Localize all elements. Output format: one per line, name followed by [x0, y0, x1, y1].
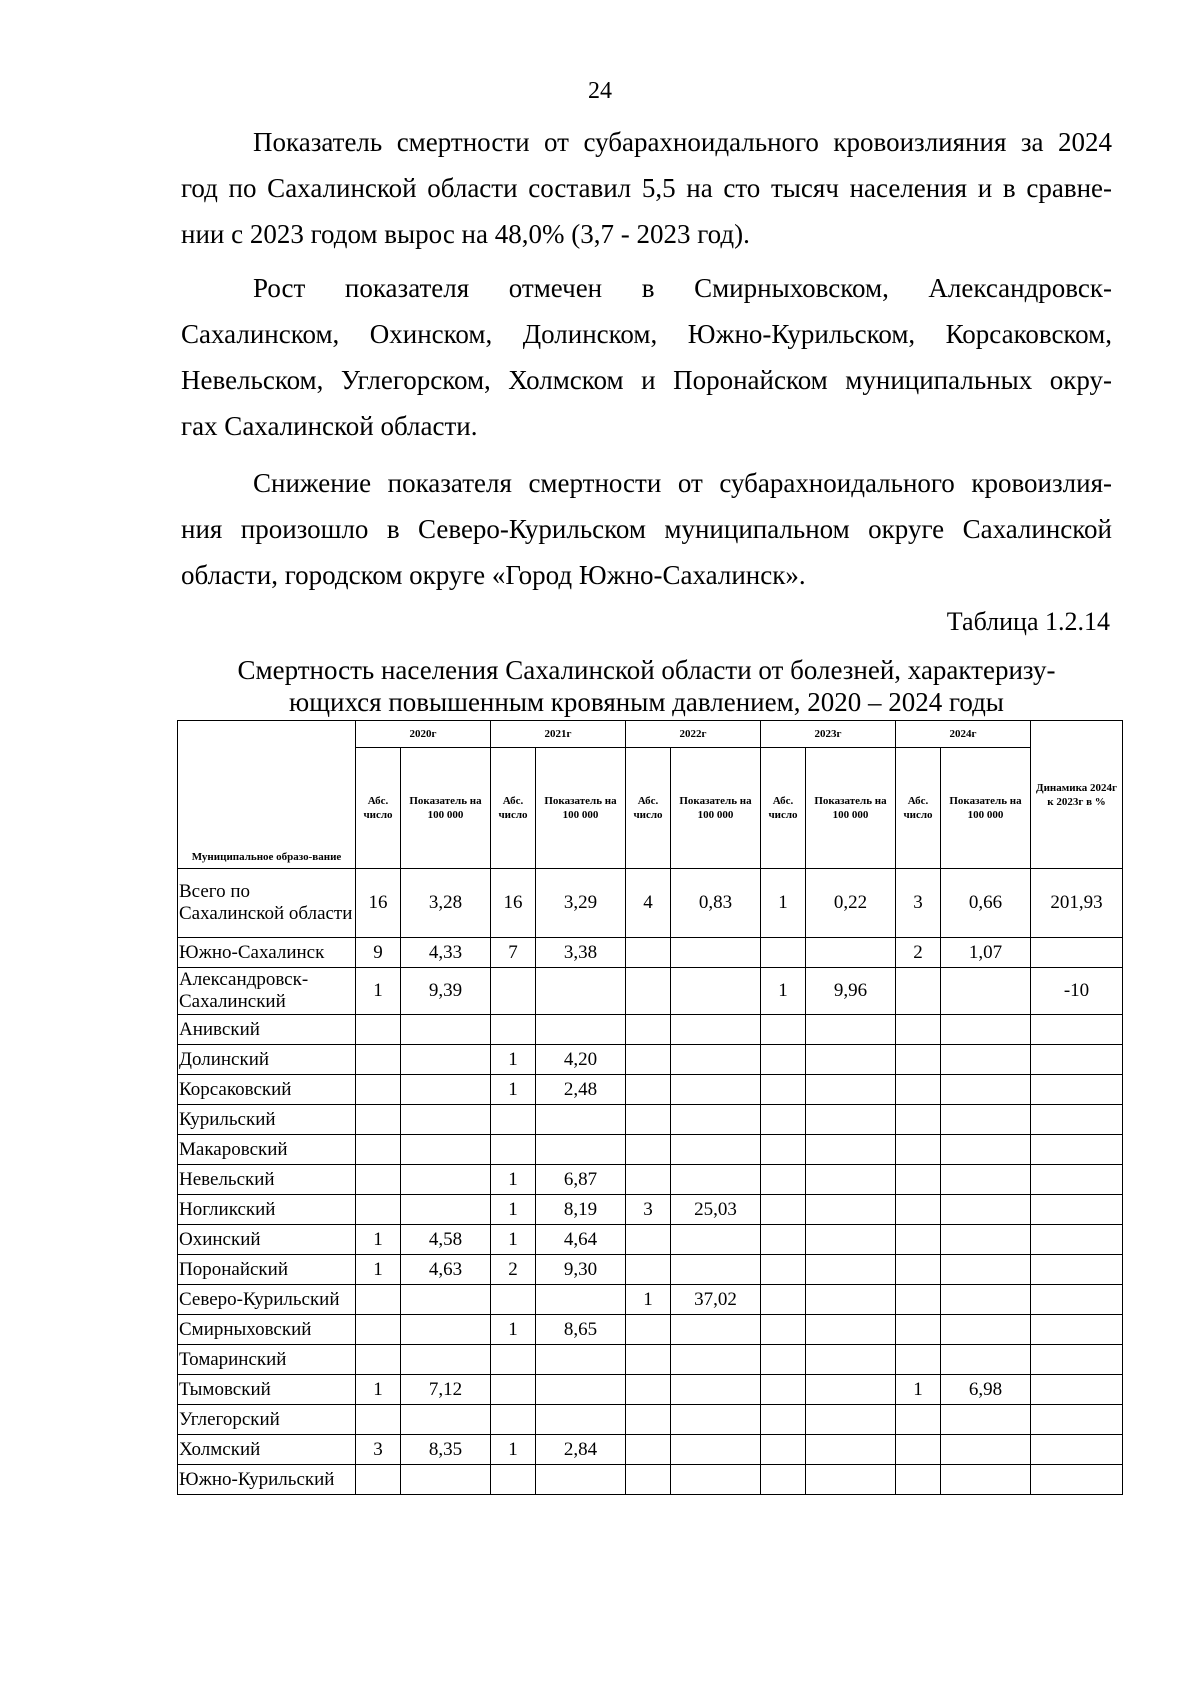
abs-cell	[626, 1045, 671, 1075]
table-row	[178, 1195, 1123, 1225]
municipality-name: Охинский	[178, 1225, 356, 1255]
abs-cell: 3	[356, 1435, 401, 1465]
municipality-name: Долинский	[178, 1045, 356, 1075]
rate-cell: 4,63	[401, 1255, 491, 1285]
rate-cell	[401, 1075, 491, 1105]
municipality-name: Ногликский	[178, 1195, 356, 1225]
header-municipality: Муниципальное образо-вание	[178, 721, 356, 869]
rate-cell	[536, 1375, 626, 1405]
abs-cell	[761, 1195, 806, 1225]
dynamics-cell	[1031, 1195, 1123, 1225]
abs-cell	[356, 1285, 401, 1315]
abs-cell: 1	[761, 869, 806, 938]
rate-cell	[806, 1285, 896, 1315]
abs-cell	[896, 1435, 941, 1465]
rate-cell	[941, 1075, 1031, 1105]
rate-cell: 8,65	[536, 1315, 626, 1345]
municipality-name: Александровск-Сахалинский	[178, 968, 356, 1015]
abs-cell	[356, 1075, 401, 1105]
rate-cell	[941, 1165, 1031, 1195]
rate-cell: 6,87	[536, 1165, 626, 1195]
dynamics-cell	[1031, 1135, 1123, 1165]
page-number: 24	[588, 78, 612, 104]
municipality-name: Южно-Сахалинск	[178, 938, 356, 968]
table-row	[178, 1015, 1123, 1045]
table-row	[178, 1435, 1123, 1465]
abs-cell	[761, 1435, 806, 1465]
rate-cell: 7,12	[401, 1375, 491, 1405]
rate-cell	[671, 1405, 761, 1435]
abs-cell	[896, 1165, 941, 1195]
table-row	[178, 938, 1123, 968]
rate-cell: 2,84	[536, 1435, 626, 1465]
rate-cell	[401, 1345, 491, 1375]
rate-cell: 6,98	[941, 1375, 1031, 1405]
abs-cell	[896, 1345, 941, 1375]
municipality-name: Южно-Курильский	[178, 1465, 356, 1495]
table-title-line: ющихся повышенным кровяным давлением, 2020 – 2024 годы	[289, 687, 1004, 717]
abs-cell: 16	[491, 869, 536, 938]
rate-cell	[941, 1435, 1031, 1465]
abs-cell	[491, 1405, 536, 1435]
abs-cell	[761, 1105, 806, 1135]
rate-cell	[536, 1285, 626, 1315]
municipality-name: Макаровский	[178, 1135, 356, 1165]
abs-cell	[491, 1465, 536, 1495]
rate-cell	[941, 1135, 1031, 1165]
dynamics-cell	[1031, 1045, 1123, 1075]
rate-cell: 8,19	[536, 1195, 626, 1225]
paragraph-line: гах Сахалинской области.	[181, 411, 478, 441]
abs-cell	[761, 938, 806, 968]
rate-cell	[941, 1195, 1031, 1225]
abs-cell: 2	[896, 938, 941, 968]
abs-cell: 1	[356, 1255, 401, 1285]
municipality-name: Поронайский	[178, 1255, 356, 1285]
dynamics-cell	[1031, 1285, 1123, 1315]
municipality-name: Тымовский	[178, 1375, 356, 1405]
table-row	[178, 1465, 1123, 1495]
abs-cell	[626, 1345, 671, 1375]
dynamics-cell	[1031, 1255, 1123, 1285]
abs-cell: 9	[356, 938, 401, 968]
rate-cell	[806, 1405, 896, 1435]
header-abs: Абс. число	[491, 748, 536, 869]
abs-cell: 1	[356, 1225, 401, 1255]
abs-cell: 1	[491, 1045, 536, 1075]
table-label: Таблица 1.2.14	[946, 607, 1110, 636]
rate-cell	[806, 1195, 896, 1225]
dynamics-cell	[1031, 1015, 1123, 1045]
mortality-table	[177, 720, 1123, 1495]
abs-cell	[896, 1135, 941, 1165]
abs-cell	[356, 1105, 401, 1135]
abs-cell	[491, 1345, 536, 1375]
municipality-name: Томаринский	[178, 1345, 356, 1375]
paragraph-line: Рост показателя отмечен в Смирныховском, Александровск-	[253, 273, 1112, 303]
rate-cell	[401, 1315, 491, 1345]
abs-cell	[626, 1105, 671, 1135]
table-row	[178, 1285, 1123, 1315]
table-row	[178, 1045, 1123, 1075]
rate-cell	[806, 1435, 896, 1465]
rate-cell	[806, 1345, 896, 1375]
dynamics-cell: 201,93	[1031, 869, 1123, 938]
rate-cell	[941, 1255, 1031, 1285]
paragraph-line: Показатель смертности от субарахноидального кровоизлияния за 2024	[253, 127, 1112, 157]
municipality-name: Корсаковский	[178, 1075, 356, 1105]
rate-cell	[806, 938, 896, 968]
municipality-name: Невельский	[178, 1165, 356, 1195]
abs-cell	[626, 1375, 671, 1405]
abs-cell	[896, 1015, 941, 1045]
abs-cell	[761, 1075, 806, 1105]
dynamics-cell: -10	[1031, 968, 1123, 1015]
dynamics-cell	[1031, 1075, 1123, 1105]
rate-cell	[806, 1465, 896, 1495]
municipality-name: Холмский	[178, 1435, 356, 1465]
rate-cell: 9,39	[401, 968, 491, 1015]
abs-cell	[356, 1465, 401, 1495]
rate-cell	[536, 1105, 626, 1135]
abs-cell	[491, 1105, 536, 1135]
dynamics-cell	[1031, 1375, 1123, 1405]
rate-cell	[536, 968, 626, 1015]
abs-cell: 1	[626, 1285, 671, 1315]
rate-cell	[401, 1105, 491, 1135]
header-rate: Показатель на 100 000	[536, 748, 626, 869]
abs-cell	[761, 1165, 806, 1195]
abs-cell	[761, 1225, 806, 1255]
rate-cell: 0,22	[806, 869, 896, 938]
paragraph-decrease	[181, 460, 1112, 598]
abs-cell: 7	[491, 938, 536, 968]
rate-cell	[806, 1075, 896, 1105]
abs-cell	[356, 1405, 401, 1435]
table-row	[178, 1375, 1123, 1405]
abs-cell: 1	[356, 968, 401, 1015]
abs-cell	[761, 1135, 806, 1165]
rate-cell	[671, 1465, 761, 1495]
abs-cell: 1	[491, 1195, 536, 1225]
rate-cell	[941, 1345, 1031, 1375]
abs-cell	[626, 938, 671, 968]
paragraph-line: Снижение показателя смертности от субарахноидального кровоизлия-	[253, 468, 1112, 498]
rate-cell	[806, 1105, 896, 1135]
rate-cell	[941, 1225, 1031, 1255]
abs-cell	[626, 1405, 671, 1435]
rate-cell	[941, 1285, 1031, 1315]
municipality-name: Курильский	[178, 1105, 356, 1135]
rate-cell	[671, 1135, 761, 1165]
rate-cell	[671, 1105, 761, 1135]
abs-cell	[896, 1285, 941, 1315]
dynamics-cell	[1031, 1405, 1123, 1435]
rate-cell	[806, 1315, 896, 1345]
header-abs: Абс. число	[626, 748, 671, 869]
rate-cell: 4,58	[401, 1225, 491, 1255]
abs-cell: 1	[491, 1165, 536, 1195]
paragraph-line: Сахалинском, Охинском, Долинском, Южно-Курильском, Корсаковском,	[181, 319, 1112, 349]
rate-cell: 4,64	[536, 1225, 626, 1255]
abs-cell	[356, 1015, 401, 1045]
table-row	[178, 1165, 1123, 1195]
rate-cell	[401, 1195, 491, 1225]
rate-cell	[941, 1405, 1031, 1435]
rate-cell: 0,66	[941, 869, 1031, 938]
paragraph-line: год по Сахалинской области составил 5,5 на сто тысяч населения и в сравне-	[181, 173, 1112, 203]
rate-cell: 9,30	[536, 1255, 626, 1285]
dynamics-cell	[1031, 1225, 1123, 1255]
abs-cell	[356, 1345, 401, 1375]
abs-cell	[896, 1315, 941, 1345]
abs-cell	[356, 1315, 401, 1345]
header-abs: Абс. число	[761, 748, 806, 869]
abs-cell: 1	[491, 1225, 536, 1255]
municipality-name: Углегорский	[178, 1405, 356, 1435]
rate-cell	[806, 1165, 896, 1195]
rate-cell	[941, 1015, 1031, 1045]
rate-cell: 3,28	[401, 869, 491, 938]
abs-cell	[491, 968, 536, 1015]
abs-cell	[491, 1015, 536, 1045]
abs-cell	[626, 1435, 671, 1465]
rate-cell	[671, 1345, 761, 1375]
dynamics-cell	[1031, 1315, 1123, 1345]
abs-cell	[761, 1255, 806, 1285]
abs-cell	[626, 1315, 671, 1345]
rate-cell	[941, 1315, 1031, 1345]
rate-cell	[941, 1045, 1031, 1075]
municipality-name: Всего по Сахалинской области	[178, 869, 356, 938]
table-row	[178, 1105, 1123, 1135]
rate-cell	[806, 1225, 896, 1255]
rate-cell: 3,38	[536, 938, 626, 968]
rate-cell	[941, 968, 1031, 1015]
rate-cell	[806, 1375, 896, 1405]
header-rate: Показатель на 100 000	[806, 748, 896, 869]
abs-cell	[491, 1135, 536, 1165]
rate-cell: 2,48	[536, 1075, 626, 1105]
paragraph-line: ния произошло в Северо-Курильском муниципальном округе Сахалинской	[181, 514, 1112, 544]
abs-cell	[761, 1375, 806, 1405]
abs-cell	[761, 1405, 806, 1435]
abs-cell	[491, 1285, 536, 1315]
rate-cell	[806, 1135, 896, 1165]
abs-cell	[626, 1165, 671, 1195]
rate-cell	[401, 1465, 491, 1495]
abs-cell: 1	[491, 1435, 536, 1465]
abs-cell: 1	[896, 1375, 941, 1405]
rate-cell	[536, 1345, 626, 1375]
rate-cell	[671, 1375, 761, 1405]
abs-cell	[626, 1015, 671, 1045]
abs-cell	[761, 1285, 806, 1315]
abs-cell	[896, 1255, 941, 1285]
rate-cell	[536, 1465, 626, 1495]
abs-cell	[626, 1135, 671, 1165]
abs-cell	[626, 1075, 671, 1105]
table-title-line: Смертность населения Сахалинской области от болезней, характеризу-	[237, 655, 1056, 685]
rate-cell	[401, 1135, 491, 1165]
abs-cell	[761, 1045, 806, 1075]
table-title	[181, 654, 1112, 718]
table-body	[178, 869, 1123, 1495]
header-year: 2021г	[491, 721, 626, 748]
abs-cell	[626, 1255, 671, 1285]
rate-cell	[671, 1075, 761, 1105]
abs-cell	[896, 1465, 941, 1495]
abs-cell: 1	[491, 1315, 536, 1345]
abs-cell: 3	[626, 1195, 671, 1225]
rate-cell	[671, 1255, 761, 1285]
paragraph-line: области, городском округе «Город Южно-Сахалинск».	[181, 560, 806, 590]
rate-cell	[401, 1285, 491, 1315]
rate-cell	[671, 1315, 761, 1345]
rate-cell	[536, 1135, 626, 1165]
rate-cell	[806, 1255, 896, 1285]
rate-cell	[401, 1015, 491, 1045]
table-row	[178, 1315, 1123, 1345]
abs-cell	[896, 1105, 941, 1135]
rate-cell: 0,83	[671, 869, 761, 938]
abs-cell: 2	[491, 1255, 536, 1285]
paragraph-line: нии с 2023 годом вырос на 48,0% (3,7 - 2023 год).	[181, 219, 750, 249]
abs-cell: 4	[626, 869, 671, 938]
abs-cell	[761, 1465, 806, 1495]
rate-cell: 1,07	[941, 938, 1031, 968]
abs-cell	[626, 968, 671, 1015]
rate-cell	[536, 1015, 626, 1045]
rate-cell: 37,02	[671, 1285, 761, 1315]
abs-cell: 1	[761, 968, 806, 1015]
rate-cell	[536, 1405, 626, 1435]
abs-cell	[896, 1045, 941, 1075]
dynamics-cell	[1031, 1465, 1123, 1495]
header-year: 2022г	[626, 721, 761, 748]
rate-cell: 8,35	[401, 1435, 491, 1465]
dynamics-cell	[1031, 1345, 1123, 1375]
table-row	[178, 1135, 1123, 1165]
dynamics-cell	[1031, 1105, 1123, 1135]
rate-cell	[401, 1405, 491, 1435]
paragraph-growth	[181, 265, 1112, 449]
abs-cell	[761, 1015, 806, 1045]
abs-cell	[896, 1405, 941, 1435]
dynamics-cell	[1031, 1435, 1123, 1465]
rate-cell	[671, 1225, 761, 1255]
abs-cell	[896, 1225, 941, 1255]
abs-cell	[896, 1075, 941, 1105]
rate-cell: 25,03	[671, 1195, 761, 1225]
header-rate: Показатель на 100 000	[671, 748, 761, 869]
rate-cell	[671, 1015, 761, 1045]
abs-cell	[761, 1345, 806, 1375]
rate-cell: 3,29	[536, 869, 626, 938]
abs-cell: 16	[356, 869, 401, 938]
abs-cell	[356, 1045, 401, 1075]
table-row	[178, 1225, 1123, 1255]
rate-cell	[806, 1015, 896, 1045]
rate-cell: 4,33	[401, 938, 491, 968]
abs-cell	[356, 1165, 401, 1195]
municipality-name: Анивский	[178, 1015, 356, 1045]
abs-cell	[491, 1375, 536, 1405]
table-row	[178, 1075, 1123, 1105]
dynamics-cell	[1031, 938, 1123, 968]
abs-cell	[896, 968, 941, 1015]
rate-cell	[671, 938, 761, 968]
table-row	[178, 1345, 1123, 1375]
abs-cell	[356, 1135, 401, 1165]
header-year: 2020г	[356, 721, 491, 748]
rate-cell	[671, 1165, 761, 1195]
abs-cell	[626, 1225, 671, 1255]
rate-cell: 9,96	[806, 968, 896, 1015]
rate-cell	[671, 1435, 761, 1465]
header-rate: Показатель на 100 000	[941, 748, 1031, 869]
header-rate: Показатель на 100 000	[401, 748, 491, 869]
dynamics-cell	[1031, 1165, 1123, 1195]
abs-cell: 3	[896, 869, 941, 938]
rate-cell	[941, 1105, 1031, 1135]
header-abs: Абс. число	[356, 748, 401, 869]
abs-cell	[626, 1465, 671, 1495]
abs-cell	[896, 1195, 941, 1225]
rate-cell	[806, 1045, 896, 1075]
header-abs: Абс. число	[896, 748, 941, 869]
abs-cell	[761, 1315, 806, 1345]
rate-cell: 4,20	[536, 1045, 626, 1075]
abs-cell: 1	[356, 1375, 401, 1405]
paragraph-line: Невельском, Углегорском, Холмском и Поронайском муниципальных окру-	[181, 365, 1112, 395]
rate-cell	[401, 1165, 491, 1195]
header-year: 2024г	[896, 721, 1031, 748]
header-year: 2023г	[761, 721, 896, 748]
rate-cell	[671, 968, 761, 1015]
municipality-name: Смирныховский	[178, 1315, 356, 1345]
abs-cell: 1	[491, 1075, 536, 1105]
table-row	[178, 869, 1123, 938]
rate-cell	[941, 1465, 1031, 1495]
paragraph-sah-mortality	[181, 119, 1112, 257]
table-row	[178, 1405, 1123, 1435]
header-dynamics: Динамика 2024г к 2023г в %	[1031, 721, 1123, 869]
table-row	[178, 1255, 1123, 1285]
municipality-name: Северо-Курильский	[178, 1285, 356, 1315]
table-row	[178, 968, 1123, 1015]
abs-cell	[356, 1195, 401, 1225]
rate-cell	[401, 1045, 491, 1075]
rate-cell	[671, 1045, 761, 1075]
